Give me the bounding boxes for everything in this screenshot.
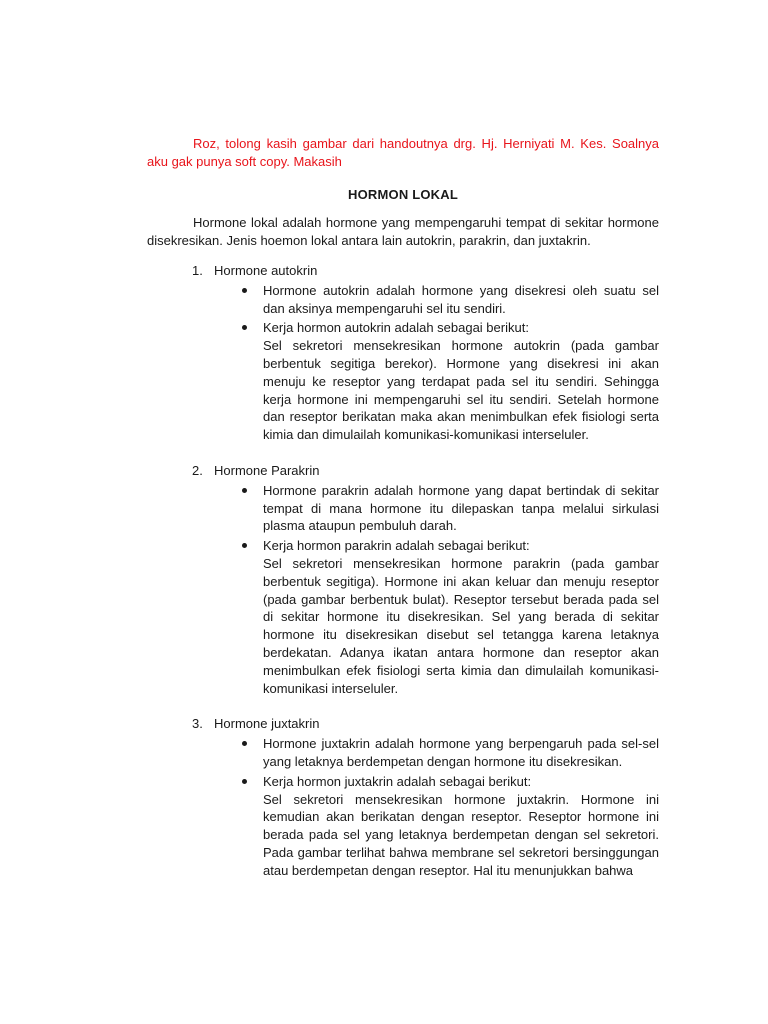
section-juxtakrin: [147, 715, 659, 879]
document-content: [147, 135, 659, 879]
mechanism-label: Kerja hormon parakrin adalah sebagai berikut:: [263, 538, 530, 554]
bullet-item-definition: [147, 735, 659, 771]
mechanism-text: Sel sekretori mensekresikan hormone autokrin (pada gambar berbentuk segitiga berekor). Hormone yang disekresi ini akan menuju ke reseptor yang terdapat pada sel itu sendiri. Sehingga kerja hormone ini mempengaruhi sel itu sendiri. Setelah hormone dan reseptor berikatan maka akan menimbulkan efek fisiologi serta kimia dan dimulailah komunikasi-komunikasi interseluler.: [263, 338, 659, 443]
section-parakrin: [147, 462, 659, 697]
mechanism-text: Sel sekretori mensekresikan hormone parakrin (pada gambar berbentuk segitiga). Hormone ini akan keluar dan menuju reseptor (pada gambar berbentuk bulat). Reseptor tersebut berada pada sel di sekitar hormone itu disekresikan. Sel yang berada di sekitar hormone itu disekresikan disebut sel tetangga karena letaknya berdekatan. Adanya ikatan antara hormone dan reseptor akan menimbulkan efek fisiologi serta kimia dan dimulailah komunikasi-komunikasi interseluler.: [263, 555, 659, 696]
bullet-item-mechanism: [147, 319, 659, 444]
section-autokrin: [147, 262, 659, 444]
section-number: 1.: [192, 262, 203, 278]
bullet-dot-icon: [242, 773, 263, 880]
definition-text: Hormone juxtakrin adalah hormone yang berpengaruh pada sel-sel yang letaknya berdempetan dengan hormone itu disekresikan.: [263, 736, 659, 769]
bullet-list: [147, 735, 659, 879]
section-heading: Hormone autokrin: [214, 262, 318, 278]
bullet-item-definition: [147, 482, 659, 535]
section-number: 2.: [192, 462, 203, 478]
bullet-list: [147, 282, 659, 444]
bullet-dot-icon: [242, 282, 263, 318]
bullet-dot-icon: [242, 735, 263, 771]
bullet-item-mechanism: [147, 537, 659, 697]
section-heading-row: [147, 715, 659, 733]
bullet-dot-icon: [242, 319, 263, 444]
red-note-paragraph: Roz, tolong kasih gambar dari handoutnya drg. Hj. Herniyati M. Kes. Soalnya aku gak punya soft copy. Makasih: [147, 136, 659, 169]
definition-text: Hormone autokrin adalah hormone yang disekresi oleh suatu sel dan aksinya mempengaruhi sel itu sendiri.: [263, 282, 659, 316]
section-heading-row: [147, 462, 659, 480]
section-number: 3.: [192, 716, 203, 732]
mechanism-label: Kerja hormon autokrin adalah sebagai berikut:: [263, 320, 529, 336]
mechanism-label: Kerja hormon juxtakrin adalah sebagai berikut:: [263, 773, 532, 789]
bullet-dot-icon: [242, 537, 263, 697]
section-heading: Hormone Parakrin: [214, 462, 320, 478]
intro-paragraph: Hormone lokal adalah hormone yang mempengaruhi tempat di sekitar hormone disekresikan. Jenis hoemon lokal antara lain autokrin, parakrin, dan juxtakrin.: [147, 215, 659, 249]
bullet-list: [147, 482, 659, 698]
document-title: HORMON LOKAL: [348, 186, 458, 202]
definition-text: Hormone parakrin adalah hormone yang dapat bertindak di sekitar tempat di mana hormone itu dilepaskan tanpa melalui sirkulasi plasma ataupun pembuluh darah.: [263, 482, 659, 534]
mechanism-text: Sel sekretori mensekresikan hormone juxtakrin. Hormone ini kemudian akan berikatan dengan reseptor. Reseptor hormone ini berada pada sel yang letaknya berdempetan dengan sel sekretori. Pada gambar terlihat bahwa membrane sel sekretori bersinggungan atau berdempetan dengan reseptor. Hal itu menunjukkan bahwa: [263, 791, 659, 878]
bullet-dot-icon: [242, 482, 263, 535]
section-heading: Hormone juxtakrin: [214, 716, 320, 732]
bullet-item-definition: [147, 282, 659, 318]
bullet-item-mechanism: [147, 773, 659, 880]
section-heading-row: [147, 262, 659, 280]
